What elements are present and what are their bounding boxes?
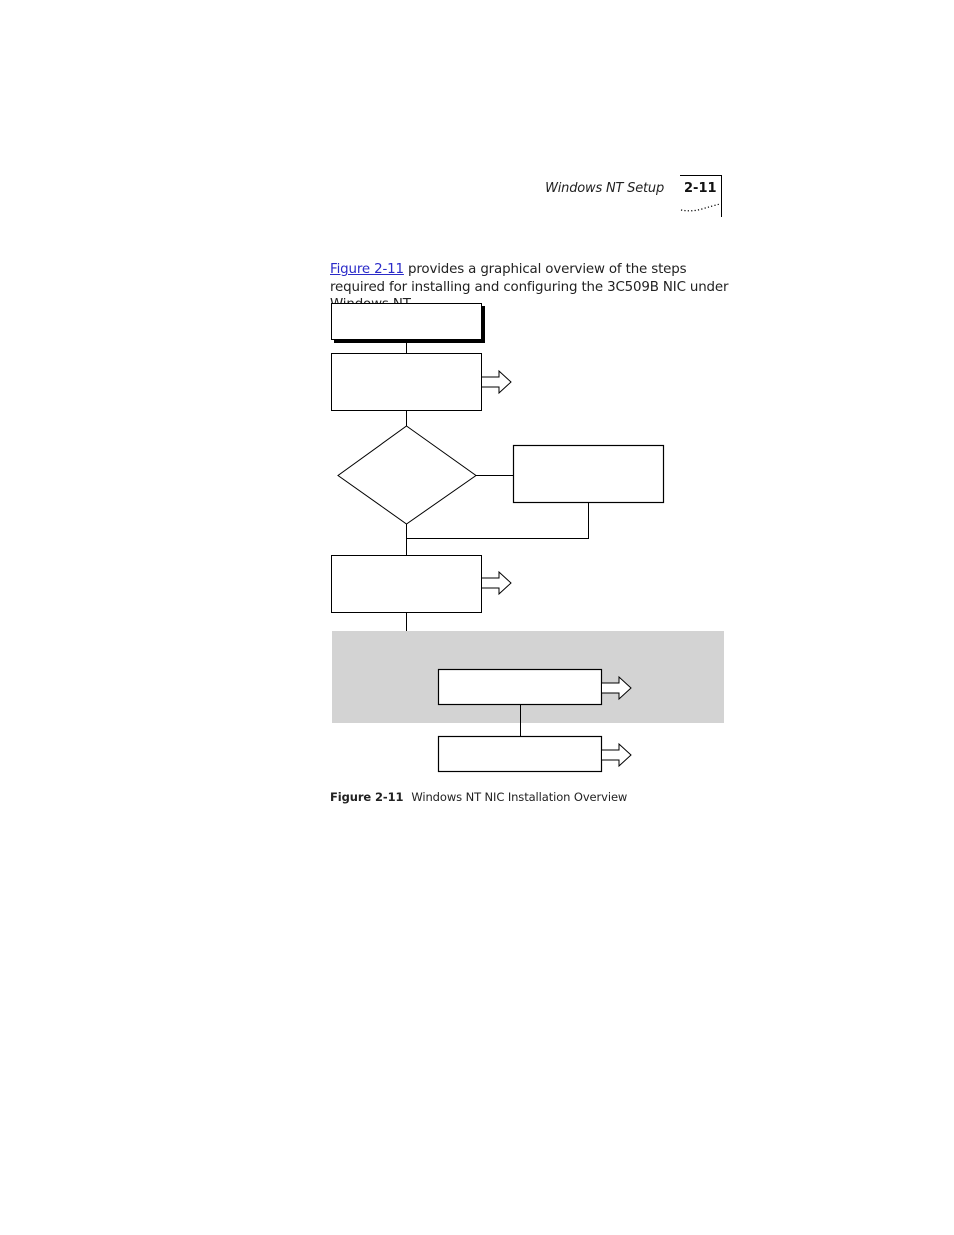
step-box-2-arrow — [482, 572, 511, 594]
step-box-1-arrow — [482, 371, 511, 393]
step-box-1 — [332, 354, 482, 411]
start-box — [332, 304, 482, 340]
step-box-4 — [439, 737, 602, 772]
intro-text: provides a graphical overview of the steps required for installing and configuring the 3C509B NIC under — [330, 262, 729, 295]
step-box-3 — [439, 670, 602, 705]
decision-diamond — [338, 426, 476, 524]
running-header-title: Windows NT Setup — [545, 181, 664, 196]
figure-caption — [330, 790, 627, 804]
figure-label: Figure 2-11 — [330, 790, 404, 804]
step-box-4-arrow — [602, 744, 631, 766]
page-number: 2-11 — [684, 181, 717, 196]
step-box-2 — [332, 556, 482, 613]
branch-box — [514, 446, 664, 503]
figure-caption-text: Windows NT NIC Installation Overview — [411, 790, 628, 804]
figure-link[interactable]: Figure 2-11 — [330, 262, 404, 278]
